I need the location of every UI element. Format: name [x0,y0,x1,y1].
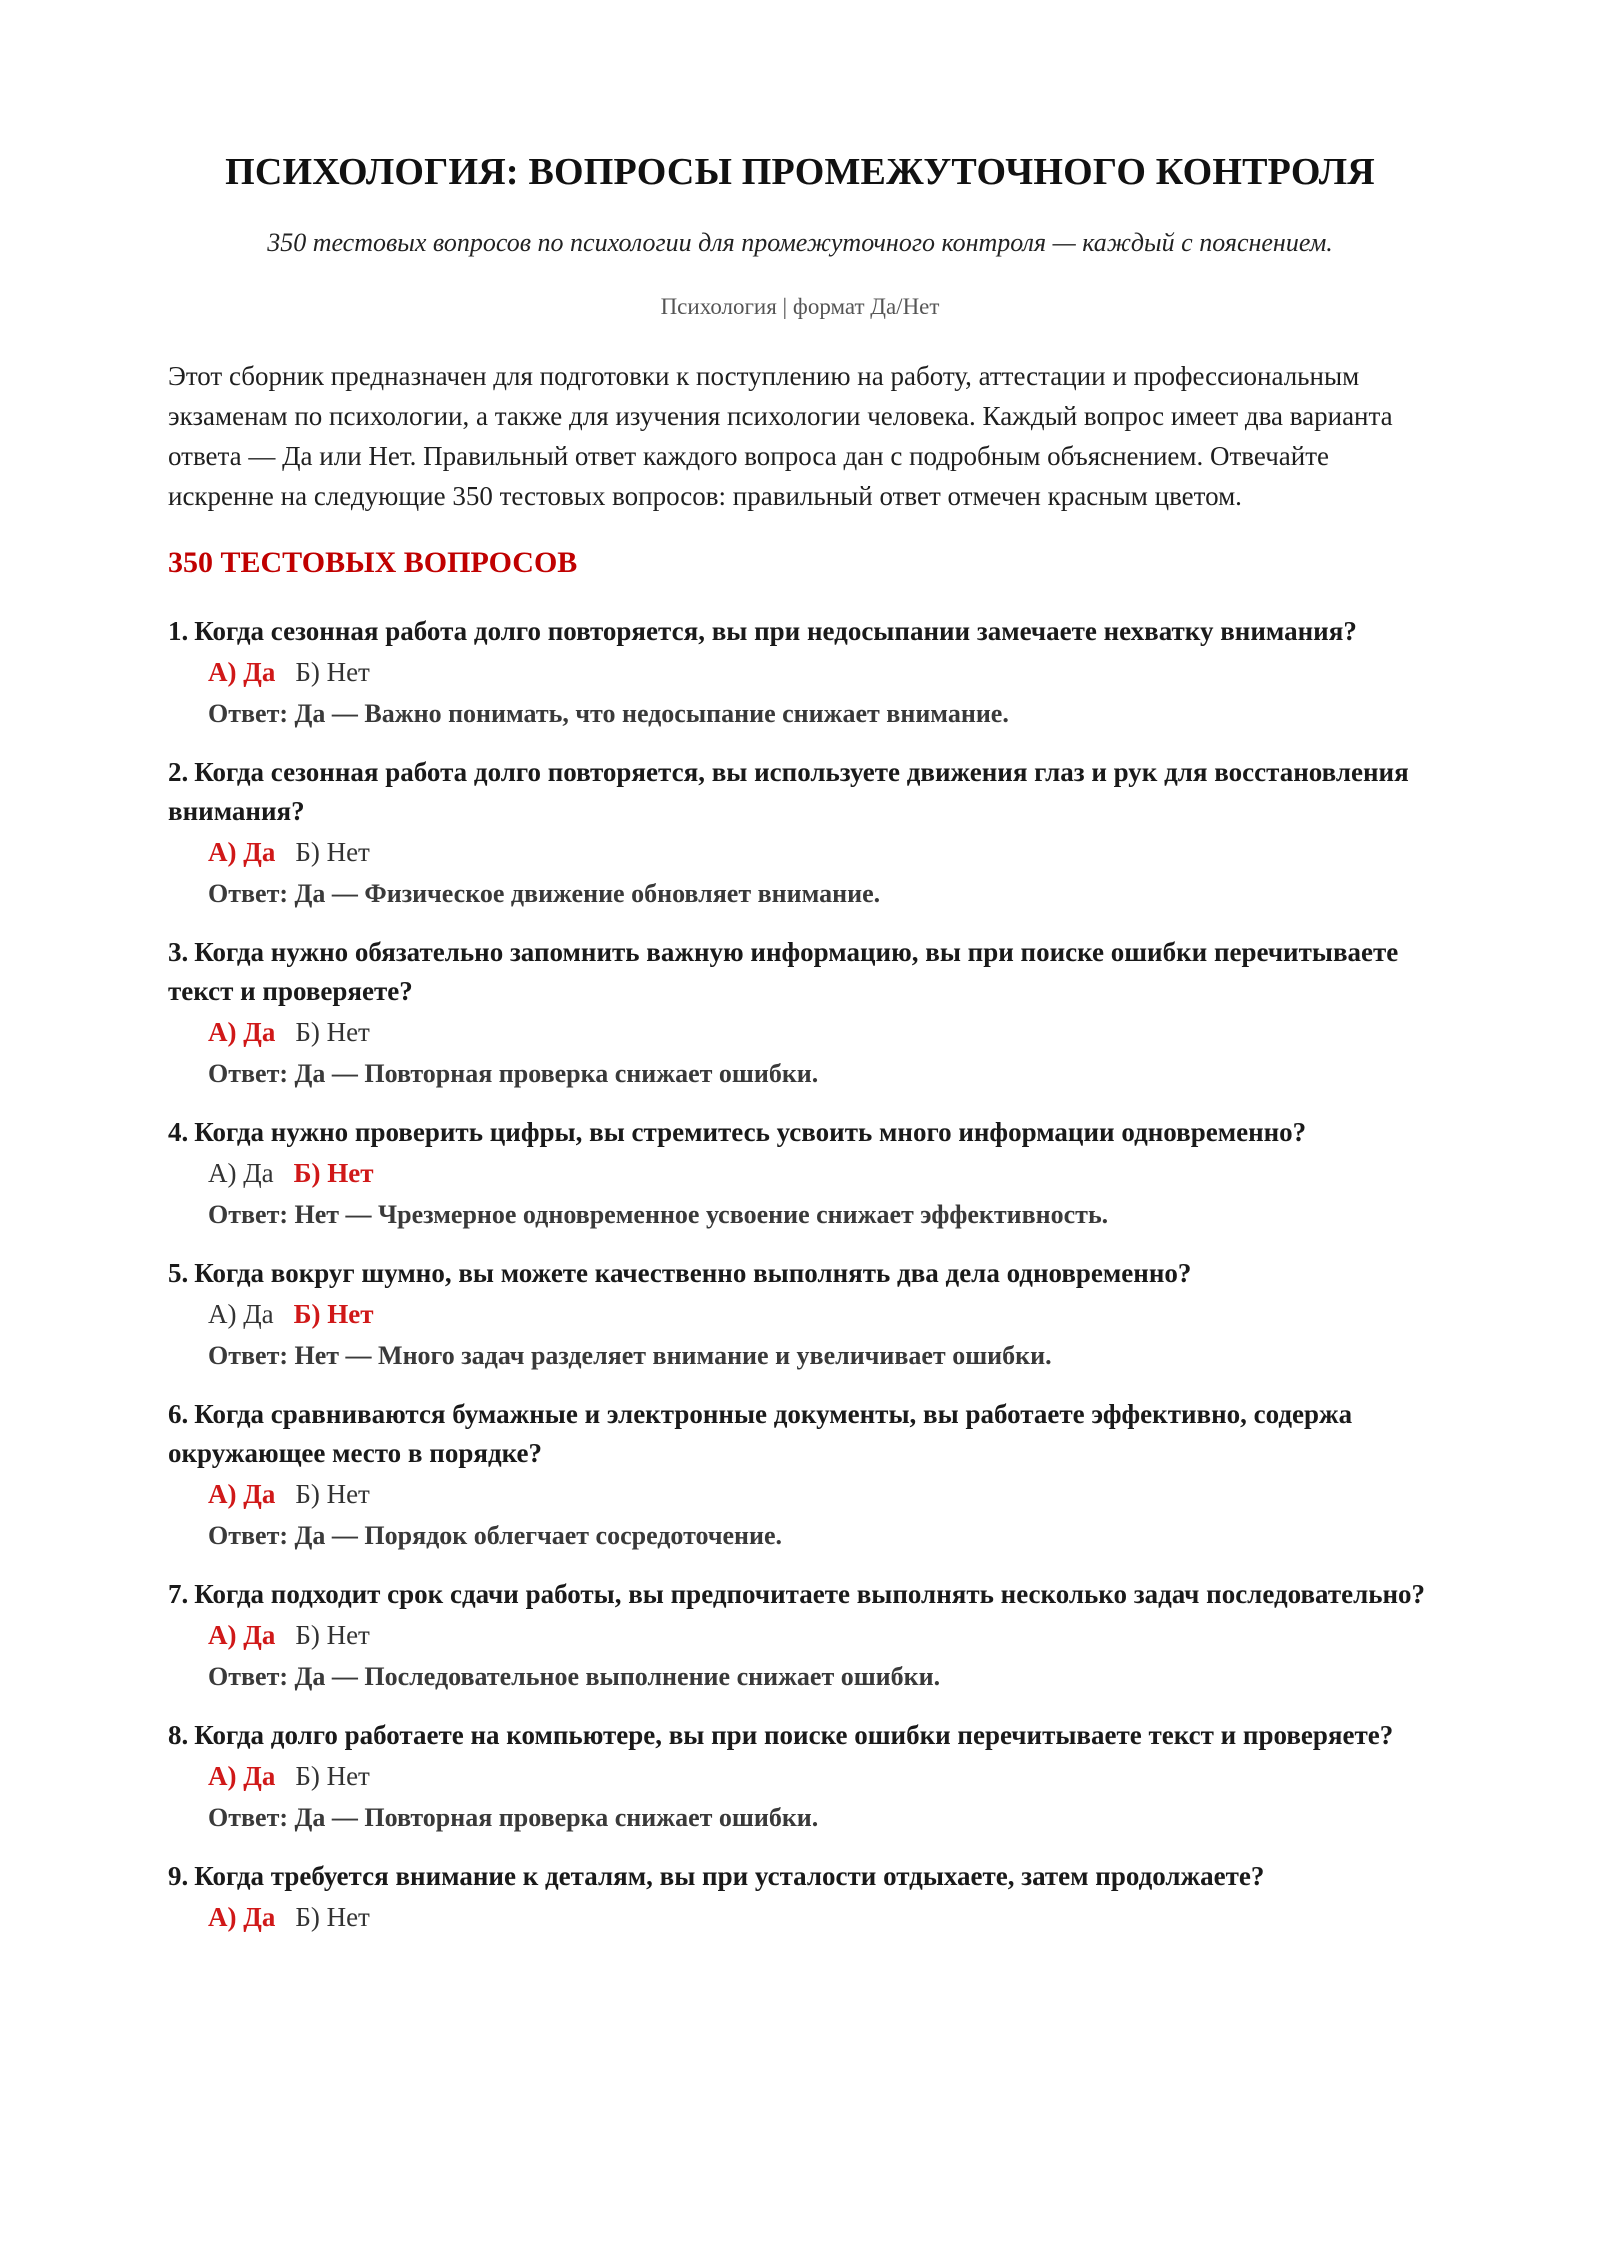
option-yes[interactable]: А) Да [208,1761,276,1791]
answer-explanation: Ответ: Да — Порядок облегчает сосредоточение. [208,1521,783,1550]
question-body: Когда сезонная работа долго повторяется, вы используете движения глаз и рук для восстановления внимания? [168,757,1409,826]
answer-explanation: Ответ: Да — Физическое движение обновляет внимание. [208,879,881,908]
document-meta: Психология | формат Да/Нет [660,294,940,319]
question-item [168,1575,1432,1698]
question-item [168,753,1432,915]
question-text [168,1254,1432,1293]
question-body: Когда сравниваются бумажные и электронные документы, вы работаете эффективно, содержа окружающее место в порядке? [168,1399,1353,1468]
question-text [168,933,1432,1011]
option-yes[interactable]: А) Да [208,657,276,687]
question-body: Когда требуется внимание к деталям, вы при усталости отдыхаете, затем продолжаете? [194,1861,1265,1891]
question-text [168,1857,1432,1896]
question-item [168,1395,1432,1557]
question-number: 7. [168,1579,189,1609]
option-no[interactable]: Б) Нет [295,1761,370,1791]
answer-options [208,831,1432,873]
answer-options [208,1011,1432,1053]
question-body: Когда подходит срок сдачи работы, вы предпочитаете выполнять несколько задач последовательно? [194,1579,1426,1609]
question-number: 5. [168,1258,189,1288]
question-item [168,1857,1432,1938]
question-body: Когда сезонная работа долго повторяется, вы при недосыпании замечаете нехватку внимания? [194,616,1357,646]
option-no[interactable]: Б) Нет [295,657,370,687]
question-number: 9. [168,1861,189,1891]
option-no[interactable]: Б) Нет [295,1479,370,1509]
option-yes[interactable]: А) Да [208,1017,276,1047]
question-text [168,1113,1432,1152]
intro-paragraph: Этот сборник предназначен для подготовки к поступлению на работу, аттестации и профессиональным экзаменам по психологии, а также для изучения психологии человека. Каждый вопрос имеет два варианта ответа — Да или Нет. Правильный ответ каждого вопроса дан с подробным объяснением. Отвечайте искренне на следующие 350 тестовых вопросов: правильный ответ отмечен красным цветом. [168,361,1393,511]
question-number: 1. [168,616,189,646]
option-no[interactable]: Б) Нет [293,1299,374,1329]
answer-options [208,1614,1432,1656]
option-no[interactable]: Б) Нет [293,1158,374,1188]
answer-options [208,1896,1432,1938]
question-list [168,612,1432,1938]
question-text [168,753,1432,831]
question-text [168,1395,1432,1473]
section-heading: 350 ТЕСТОВЫХ ВОПРОСОВ [168,546,578,579]
question-body: Когда долго работаете на компьютере, вы при поиске ошибки перечитываете текст и проверяете? [194,1720,1394,1750]
question-body: Когда вокруг шумно, вы можете качественно выполнять два дела одновременно? [194,1258,1192,1288]
answer-explanation: Ответ: Да — Важно понимать, что недосыпание снижает внимание. [208,699,1009,728]
answer-options [208,1473,1432,1515]
option-yes[interactable]: А) Да [208,1479,276,1509]
answer-explanation: Ответ: Да — Повторная проверка снижает ошибки. [208,1059,819,1088]
answer-explanation: Ответ: Да — Повторная проверка снижает ошибки. [208,1803,819,1832]
question-text [168,612,1432,651]
option-no[interactable]: Б) Нет [295,1017,370,1047]
option-yes[interactable]: А) Да [208,1902,276,1932]
question-number: 3. [168,937,189,967]
answer-options [208,651,1432,693]
option-no[interactable]: Б) Нет [295,837,370,867]
page-title: ПСИХОЛОГИЯ: ВОПРОСЫ ПРОМЕЖУТОЧНОГО КОНТРОЛЯ [225,151,1375,193]
option-no[interactable]: Б) Нет [295,1620,370,1650]
option-yes[interactable]: А) Да [208,1299,274,1329]
question-number: 6. [168,1399,189,1429]
option-yes[interactable]: А) Да [208,837,276,867]
question-item [168,1716,1432,1839]
answer-options [208,1293,1432,1335]
answer-options [208,1755,1432,1797]
question-item [168,1113,1432,1236]
option-yes[interactable]: А) Да [208,1158,274,1188]
page-subtitle: 350 тестовых вопросов по психологии для промежуточного контроля — каждый с пояснением. [267,228,1333,257]
answer-options [208,1152,1432,1194]
answer-explanation: Ответ: Да — Последовательное выполнение снижает ошибки. [208,1662,941,1691]
question-item [168,933,1432,1095]
question-body: Когда нужно проверить цифры, вы стремитесь усвоить много информации одновременно? [194,1117,1307,1147]
question-item [168,1254,1432,1377]
answer-explanation: Ответ: Нет — Много задач разделяет внимание и увеличивает ошибки. [208,1341,1052,1370]
question-body: Когда нужно обязательно запомнить важную информацию, вы при поиске ошибки перечитываете текст и проверяете? [168,937,1399,1006]
question-number: 8. [168,1720,189,1750]
answer-explanation: Ответ: Нет — Чрезмерное одновременное усвоение снижает эффективность. [208,1200,1109,1229]
question-text [168,1716,1432,1755]
question-text [168,1575,1432,1614]
question-number: 4. [168,1117,189,1147]
question-item [168,612,1432,735]
option-no[interactable]: Б) Нет [295,1902,370,1932]
question-number: 2. [168,757,189,787]
option-yes[interactable]: А) Да [208,1620,276,1650]
